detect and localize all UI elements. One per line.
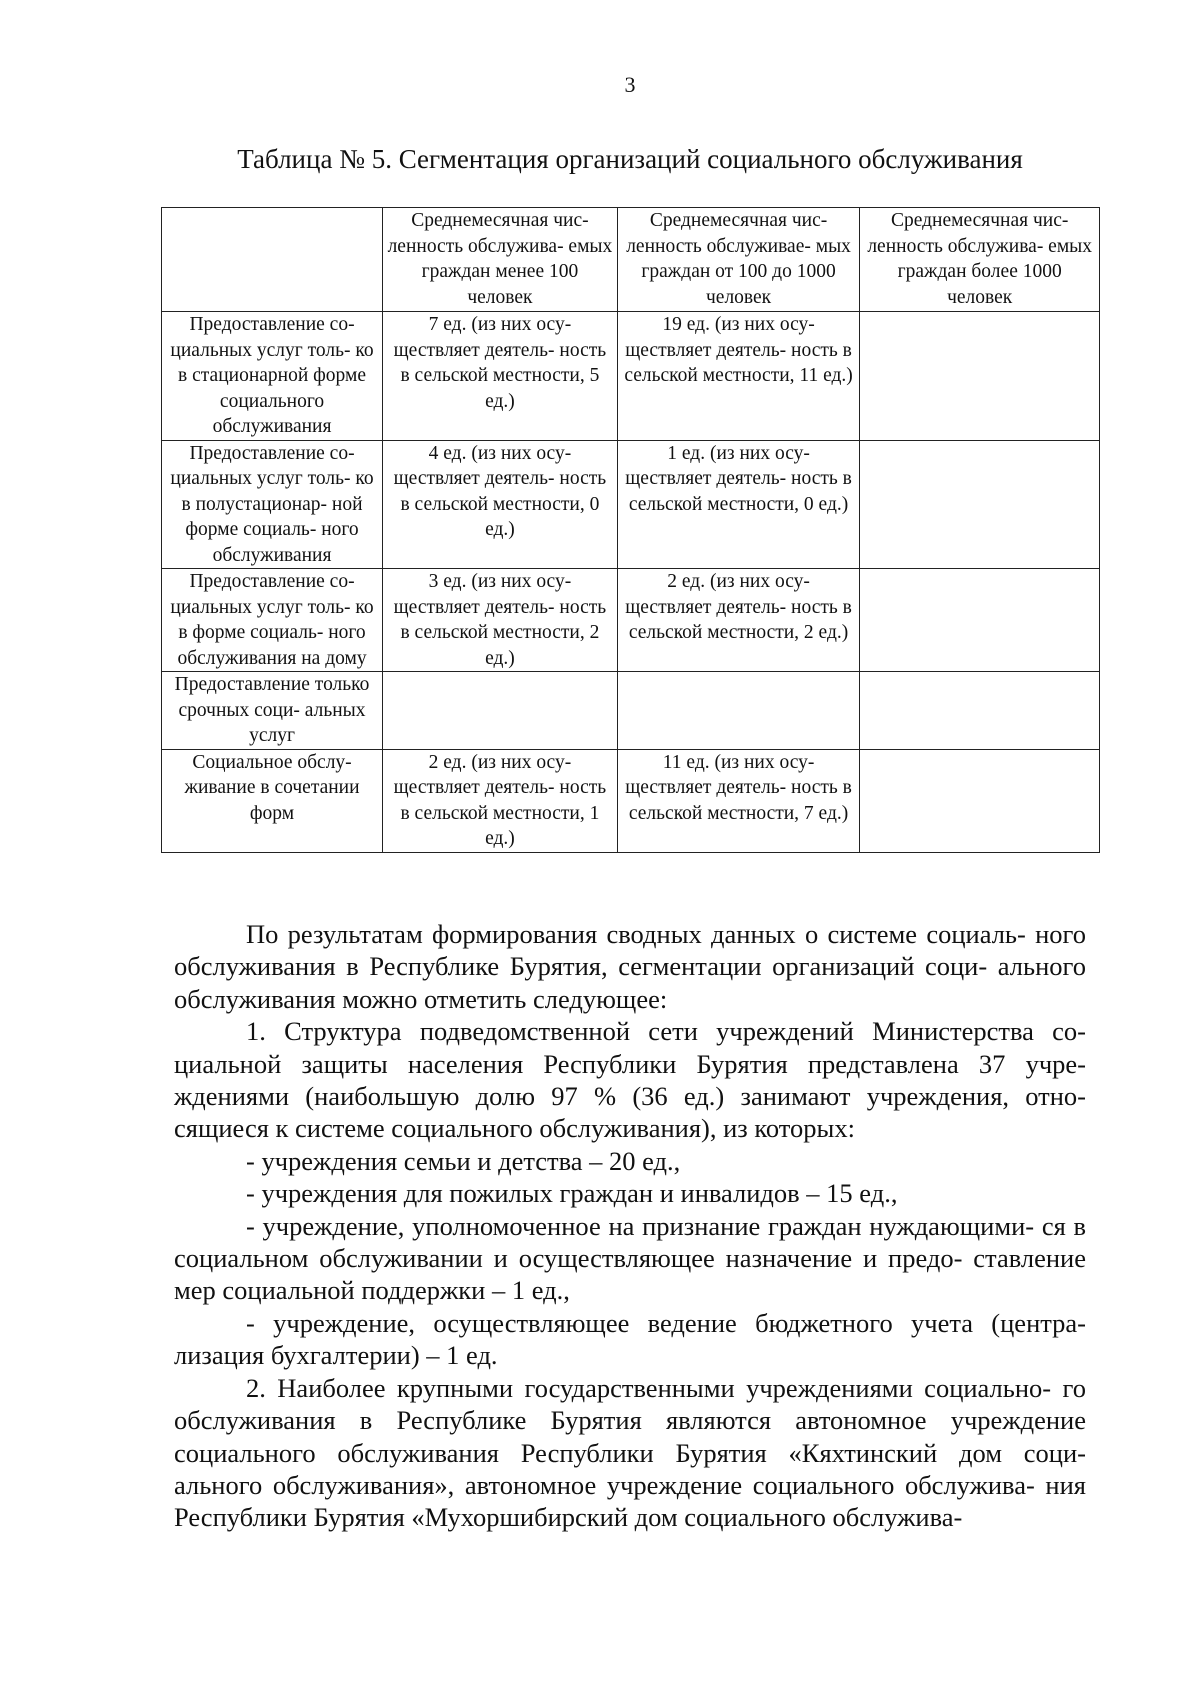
header-cell-lt100: Среднемесячная чис- ленность обслужива- емых граждан менее 100 человек (383, 208, 618, 312)
value-cell-100to1000: 1 ед. (из них осу- ществляет деятель- ность в сельской местности, 0 ед.) (617, 440, 860, 569)
value-cell-gt1000 (860, 749, 1100, 852)
list-item: - учреждения семьи и детства – 20 ед., (246, 1145, 681, 1176)
table-header-row (162, 208, 1100, 312)
paragraph-point-1: 1. Структура подведомственной сети учреждений Министерства со- циальной защиты населения Республики Бурятия представлена 37 учре- ждениями (наибольшую долю 97 % (36 ед.) занимают учреждения, отно- сящиеся к системе социального обслуживания), из которых: (174, 1016, 1086, 1144)
value-cell-100to1000: 11 ед. (из них осу- ществляет деятель- ность в сельской местности, 7 ед.) (617, 749, 860, 852)
paragraph-intro: По результатам формирования сводных данных о системе социаль- ного обслуживания в Республике Бурятия, сегментации организаций соци- ального обслуживания можно отметить следующее: (174, 919, 1086, 1014)
header-cell-100to1000: Среднемесячная чис- ленность обслуживае- мых граждан от 100 до 1000 человек (617, 208, 860, 312)
value-cell-lt100 (383, 672, 618, 750)
header-cell-empty (162, 208, 383, 312)
value-cell-gt1000 (860, 312, 1100, 441)
value-cell-lt100: 3 ед. (из них осу- ществляет деятель- ность в сельской местности, 2 ед.) (383, 569, 618, 672)
row-label-cell: Предоставление только срочных соци- альных услуг (162, 672, 383, 750)
table-title: Таблица № 5. Сегментация организаций социального обслуживания (237, 144, 1023, 174)
row-label-cell: Предоставление со- циальных услуг толь- ко в стационарной форме социального обслуживания (162, 312, 383, 441)
list-item: - учреждения для пожилых граждан и инвалидов – 15 ед., (246, 1178, 898, 1209)
value-cell-100to1000: 2 ед. (из них осу- ществляет деятель- ность в сельской местности, 2 ед.) (617, 569, 860, 672)
table-row (162, 672, 1100, 750)
value-cell-gt1000 (860, 672, 1100, 750)
header-cell-gt1000: Среднемесячная чис- ленность обслужива- емых граждан более 1000 человек (860, 208, 1100, 312)
value-cell-lt100: 7 ед. (из них осу- ществляет деятель- ность в сельской местности, 5 ед.) (383, 312, 618, 441)
table-row (162, 749, 1100, 852)
row-label-cell: Социальное обслу- живание в сочетании форм (162, 749, 383, 852)
value-cell-lt100: 2 ед. (из них осу- ществляет деятель- ность в сельской местности, 1 ед.) (383, 749, 618, 852)
segmentation-table (161, 207, 1100, 853)
body-text (174, 918, 1086, 1534)
paragraph-point-2: 2. Наиболее крупными государственными учреждениями социально- го обслуживания в Республике Бурятия являются автономное учреждение социального обслуживания Республики Бурятия «Кяхтинский дом соци- ального обслуживания», автономное учреждение социального обслужива- ния Республики Бурятия «Мухоршибирский дом социального обслужива- (174, 1372, 1086, 1533)
value-cell-gt1000 (860, 440, 1100, 569)
table-row (162, 312, 1100, 441)
list-item: - учреждение, уполномоченное на признание граждан нуждающими- ся в социальном обслуживании и осуществляющее назначение и предо- ставление мер социальной поддержки – 1 ед., (174, 1210, 1086, 1306)
value-cell-lt100: 4 ед. (из них осу- ществляет деятель- ность в сельской местности, 0 ед.) (383, 440, 618, 569)
list-item: - учреждение, осуществляющее ведение бюджетного учета (центра- лизация бухгалтерии) – 1 ед. (174, 1307, 1086, 1371)
row-label-cell: Предоставление со- циальных услуг толь- ко в форме социаль- ного обслуживания на дому (162, 569, 383, 672)
row-label-cell: Предоставление со- циальных услуг толь- ко в полустационар- ной форме социаль- ного обслуживания (162, 440, 383, 569)
table-row (162, 569, 1100, 672)
page-number: 3 (624, 72, 636, 97)
value-cell-100to1000 (617, 672, 860, 750)
table-row (162, 440, 1100, 569)
value-cell-gt1000 (860, 569, 1100, 672)
value-cell-100to1000: 19 ед. (из них осу- ществляет деятель- ность в сельской местности, 11 ед.) (617, 312, 860, 441)
